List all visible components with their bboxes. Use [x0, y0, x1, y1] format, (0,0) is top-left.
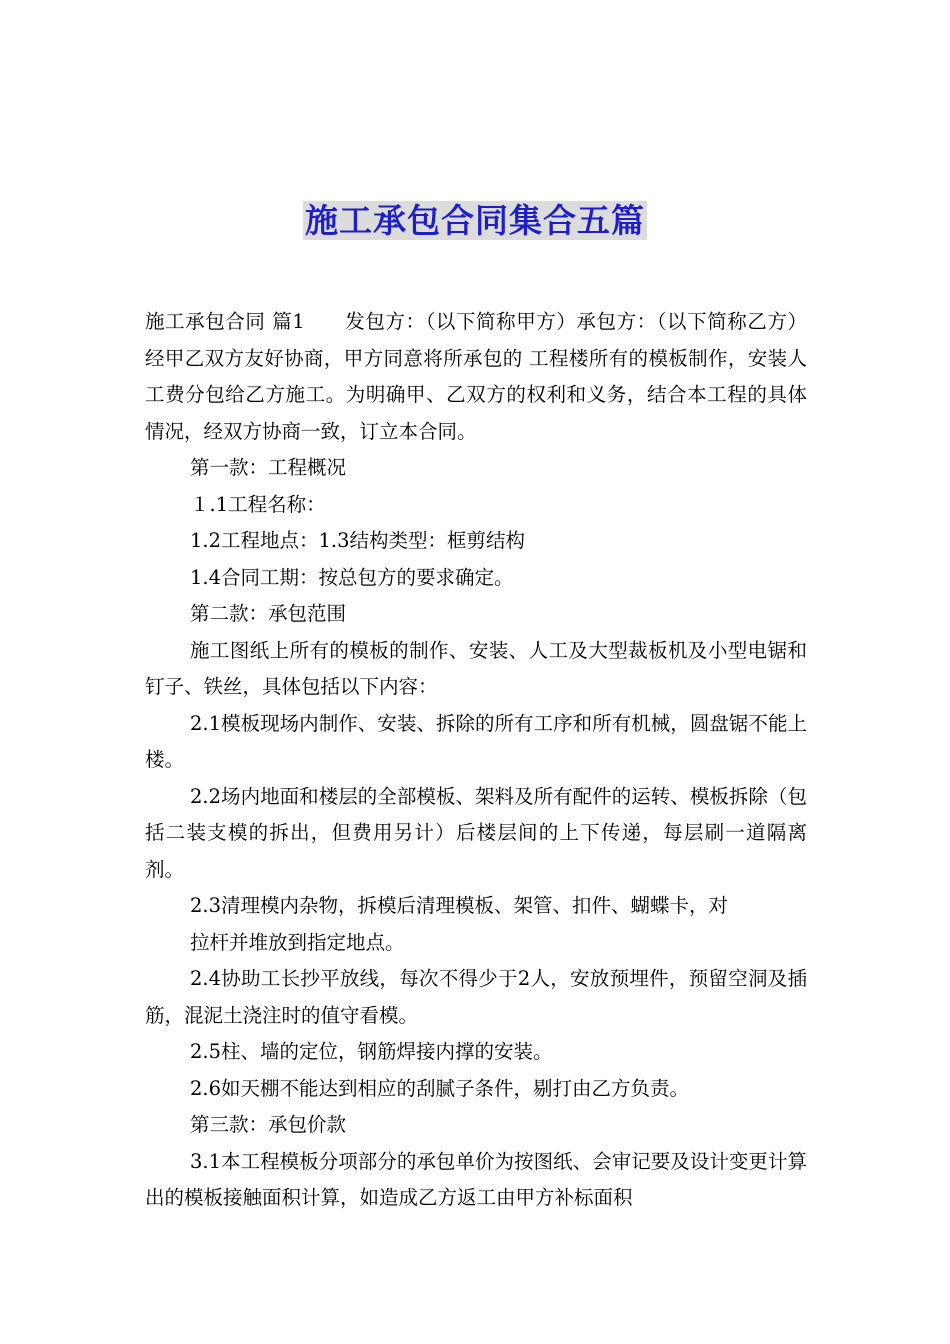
section-heading-2: 第二款：承包范围: [190, 602, 347, 625]
section-heading-3: 第三款：承包价款: [190, 1113, 347, 1136]
contract-heading: 施工承包合同 篇1: [145, 310, 305, 333]
document-body: [145, 304, 807, 1217]
clause-2-4: 2.4协助工长抄平放线，每次不得少于2人，安放预埋件，预留空洞及插筋，混泥土浇注时的值守看模。: [145, 967, 807, 1027]
intro-text: 发包方：（以下简称甲方）承包方：（以下简称乙方）经甲乙双方友好协商，甲方同意将所承包的 工程楼所有的模板制作，安装人工费分包给乙方施工。为明确甲、乙双方的权利和义务，结合本工程的具体情况，经双方协商一致，订立本合同。: [145, 310, 807, 443]
document-title: 施工承包合同集合五篇: [305, 201, 645, 241]
clause-1-1: １.1工程名称：: [190, 492, 326, 516]
clause-3-1: 3.1本工程模板分项部分的承包单价为按图纸、会审记要及设计变更计算出的模板接触面积计算，如造成乙方返工由甲方补标面积: [145, 1149, 807, 1209]
clause-2-2: 2.2场内地面和楼层的全部模板、架料及所有配件的运转、模板拆除（包括二装支模的拆出，但费用另计）后楼层间的上下传递，每层刷一道隔离剂。: [145, 784, 807, 881]
clause-2-3: 2.3清理模内杂物，拆模后清理模板、架管、扣件、蝴蝶卡，对: [190, 894, 729, 917]
clause-2-3-continued: 拉杆并堆放到指定地点。: [190, 930, 405, 954]
clause-2-1: 2.1模板现场内制作、安装、拆除的所有工序和所有机械，圆盘锯不能上楼。: [145, 711, 807, 771]
clause-2-5: 2.5柱、墙的定位，钢筋焊接内撑的安装。: [190, 1040, 553, 1063]
clause-2-6: 2.6如天棚不能达到相应的刮腻子条件，剔打由乙方负责。: [190, 1076, 690, 1100]
clause-1-2: 1.2工程地点：1.3结构类型：框剪结构: [190, 529, 526, 552]
scope-paragraph: 施工图纸上所有的模板的制作、安装、人工及大型裁板机及小型电锯和钉子、铁丝，具体包括以下内容：: [145, 638, 807, 698]
clause-1-4: 1.4合同工期：按总包方的要求确定。: [190, 565, 514, 589]
intro-paragraph: [145, 304, 807, 450]
section-heading-1: 第一款：工程概况: [190, 456, 347, 479]
